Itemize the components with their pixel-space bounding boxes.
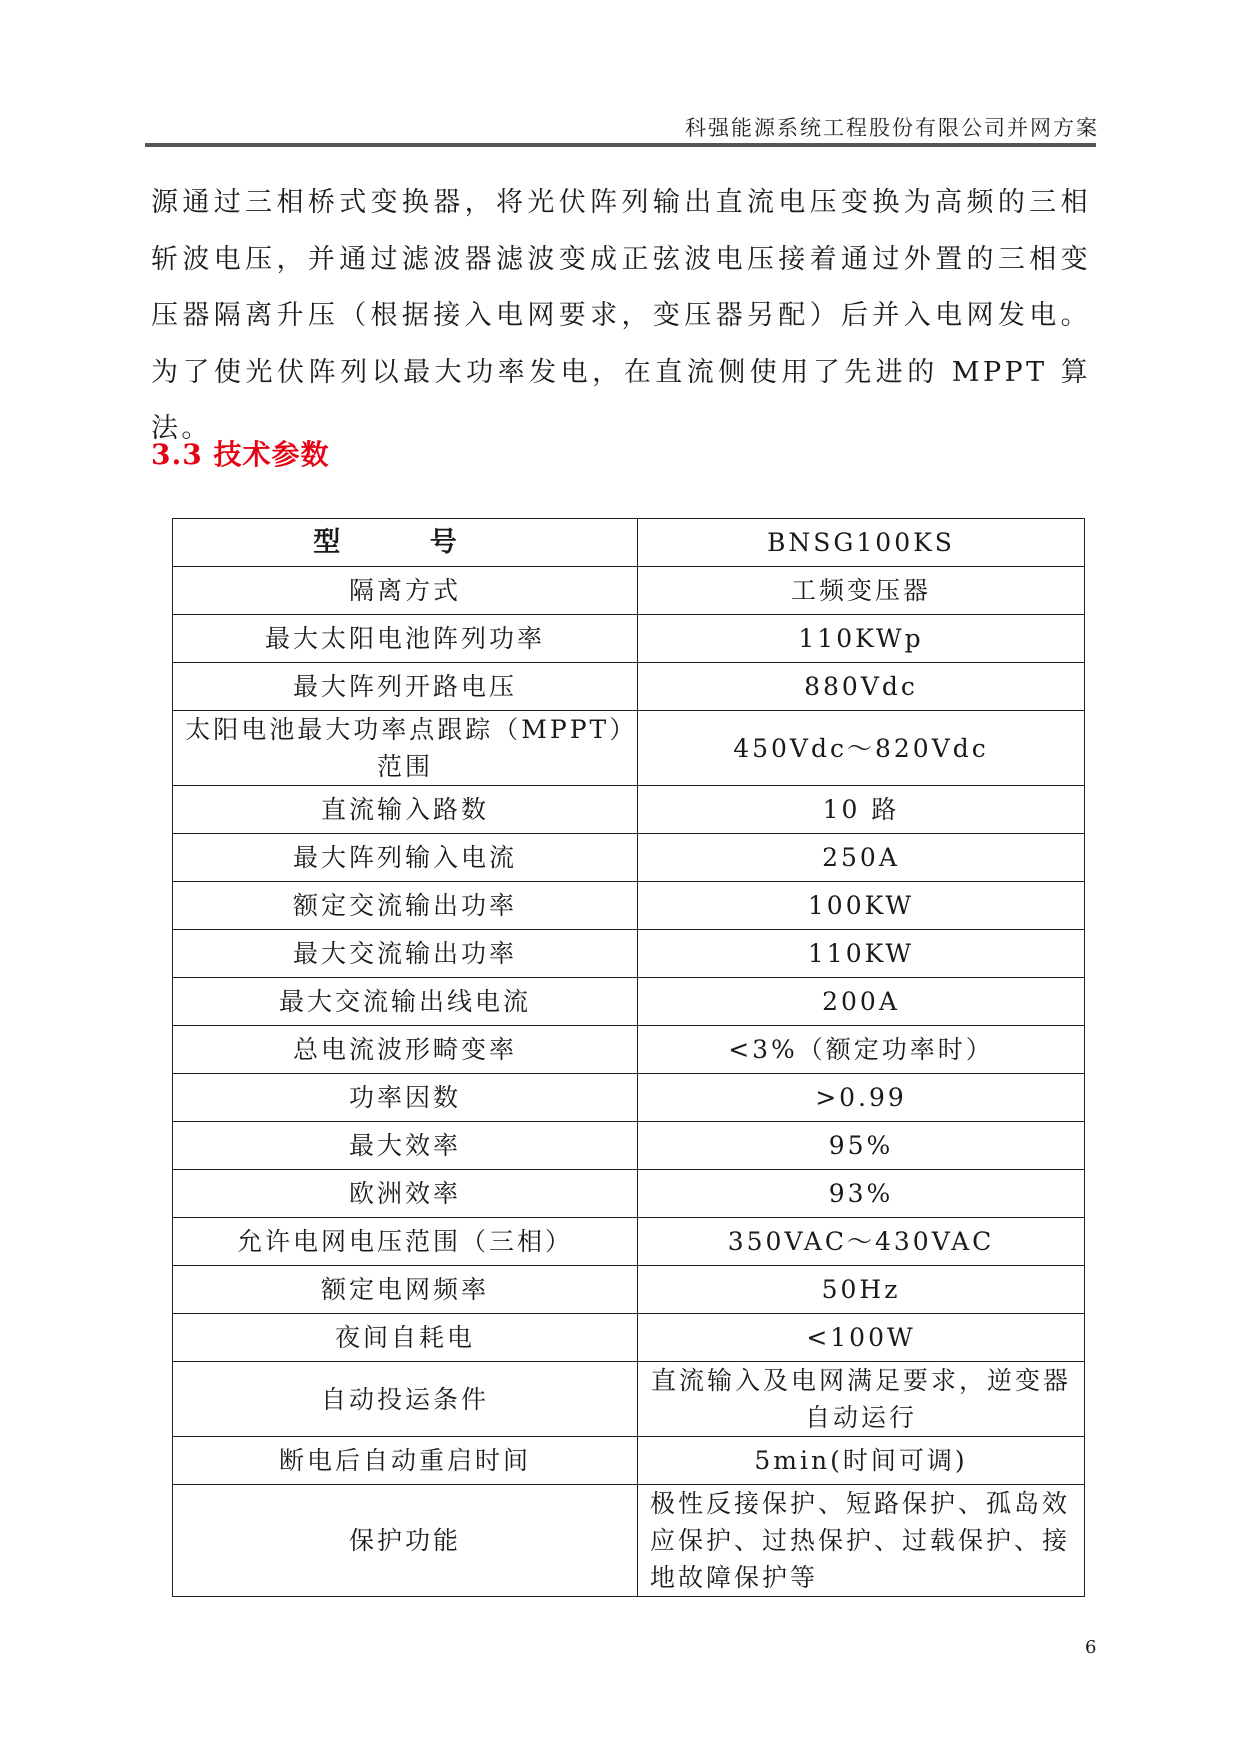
param-value: 200A: [638, 978, 1085, 1026]
param-value: 110KWp: [638, 615, 1085, 663]
param-name: 保护功能: [173, 1485, 638, 1597]
model-value: BNSG100KS: [638, 519, 1085, 567]
param-name: 最大效率: [173, 1122, 638, 1170]
param-name: 最大阵列输入电流: [173, 834, 638, 882]
param-value: <3%（额定功率时）: [638, 1026, 1085, 1074]
table-row: [173, 1485, 1085, 1597]
table-row: [173, 978, 1085, 1026]
table-row: [173, 1314, 1085, 1362]
param-value: 95%: [638, 1122, 1085, 1170]
table-row: [173, 1218, 1085, 1266]
table-row: [173, 567, 1085, 615]
table-row: [173, 615, 1085, 663]
table-header-row: [173, 519, 1085, 567]
param-value: 250A: [638, 834, 1085, 882]
param-value: 880Vdc: [638, 663, 1085, 711]
param-value: 93%: [638, 1170, 1085, 1218]
param-name: 夜间自耗电: [173, 1314, 638, 1362]
param-value: 110KW: [638, 930, 1085, 978]
param-name: 总电流波形畸变率: [173, 1026, 638, 1074]
section-heading: 3.3 技术参数: [151, 438, 330, 471]
table-row: [173, 1074, 1085, 1122]
param-value: 5min(时间可调): [638, 1437, 1085, 1485]
param-name: 欧洲效率: [173, 1170, 638, 1218]
param-name: 最大阵列开路电压: [173, 663, 638, 711]
table-row: [173, 882, 1085, 930]
technical-parameters-table: [172, 518, 1085, 1597]
param-name: 最大交流输出线电流: [173, 978, 638, 1026]
param-name: 最大交流输出功率: [173, 930, 638, 978]
param-name: 额定电网频率: [173, 1266, 638, 1314]
param-name: 自动投运条件: [173, 1362, 638, 1437]
param-name: 断电后自动重启时间: [173, 1437, 638, 1485]
param-value: >0.99: [638, 1074, 1085, 1122]
table-row: [173, 711, 1085, 786]
table-row: [173, 1026, 1085, 1074]
table-row: [173, 1266, 1085, 1314]
table-row: [173, 1362, 1085, 1437]
model-label-cell: [173, 519, 638, 567]
param-name: 功率因数: [173, 1074, 638, 1122]
model-label: 型 号: [313, 527, 497, 558]
param-name: 太阳电池最大功率点跟踪（MPPT）范围: [173, 711, 638, 786]
table-row: [173, 663, 1085, 711]
param-name: 直流输入路数: [173, 786, 638, 834]
intro-paragraph: 源通过三相桥式变换器，将光伏阵列输出直流电压变换为高频的三相斩波电压，并通过滤波器滤波变成正弦波电压接着通过外置的三相变压器隔离升压（根据接入电网要求，变压器另配）后并入电网发电。为了使光伏阵列以最大功率发电，在直流侧使用了先进的 MPPT 算法。: [151, 187, 1091, 444]
param-value: 10 路: [638, 786, 1085, 834]
param-name: 隔离方式: [173, 567, 638, 615]
param-value: 极性反接保护、短路保护、孤岛效应保护、过热保护、过载保护、接地故障保护等: [638, 1485, 1085, 1597]
param-value: 450Vdc～820Vdc: [638, 711, 1085, 786]
table-row: [173, 1122, 1085, 1170]
header-divider: [145, 143, 1096, 147]
table-row: [173, 786, 1085, 834]
document-header-title: 科强能源系统工程股份有限公司并网方案: [685, 116, 1099, 140]
param-value: 100KW: [638, 882, 1085, 930]
param-value: 直流输入及电网满足要求，逆变器自动运行: [638, 1362, 1085, 1437]
param-value: 50Hz: [638, 1266, 1085, 1314]
param-name: 额定交流输出功率: [173, 882, 638, 930]
param-name: 允许电网电压范围（三相）: [173, 1218, 638, 1266]
table-row: [173, 1437, 1085, 1485]
param-value: 350VAC～430VAC: [638, 1218, 1085, 1266]
table-row: [173, 930, 1085, 978]
table-row: [173, 1170, 1085, 1218]
param-name: 最大太阳电池阵列功率: [173, 615, 638, 663]
param-value: <100W: [638, 1314, 1085, 1362]
param-value: 工频变压器: [638, 567, 1085, 615]
page-number: 6: [1085, 1637, 1097, 1658]
table-row: [173, 834, 1085, 882]
